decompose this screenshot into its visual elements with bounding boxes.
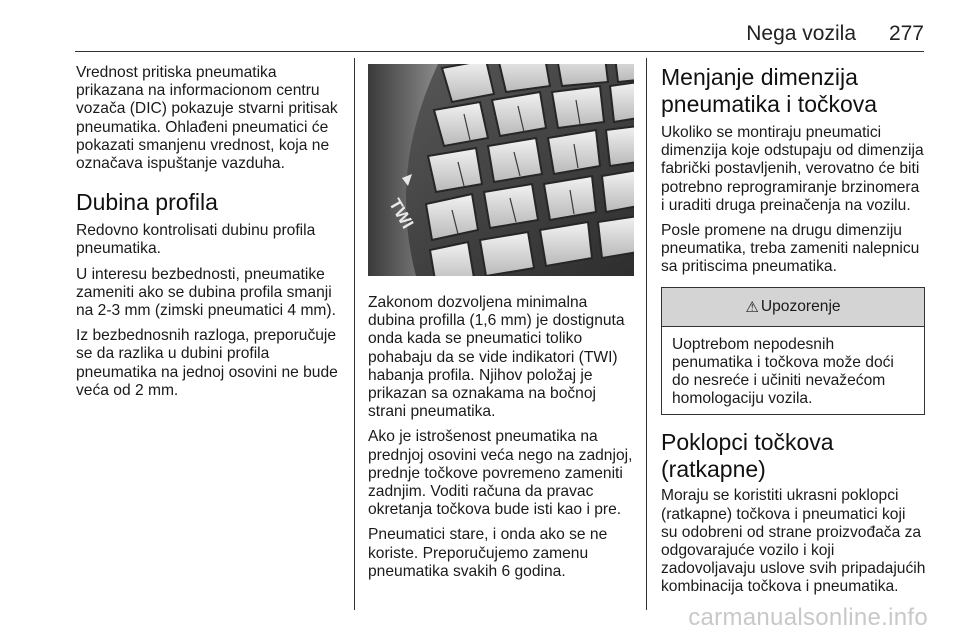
heading-poklopci-tockova: Poklopci točkova (ratkapne) [661,429,834,483]
twi-label: TWI [385,195,418,232]
watermark: carmanualsonline.info [688,604,928,631]
paragraph: Posle promene na drugu dimenziju pneumatika, treba zameniti nalepnicu sa pritiscima pneumatika. [661,222,920,276]
paragraph: Ukoliko se montiraju pneumatici dimenzija koje odstupaju od dimenzija fabrički postavljenih, verovatno će biti potrebno reprogramiranje brzinomera i uraditi druga preinačenja na vozilu. [661,124,924,214]
column-right [661,64,926,604]
warning-header [662,288,924,327]
paragraph: Redovno kontrolisati dubinu profila pneumatika. [76,222,316,258]
intro-paragraph: Vrednost pritiska pneumatika prikazana na informacionom centru vozača (DIC) pokazuje stvarni pritisak pneumatika. Ohlađeni pneumatici će pokazati smanjenu vrednost, koja ne označava ispuštanje vazduha. [76,64,338,173]
section-title: Nega vozila [746,22,856,45]
page-header [0,0,960,54]
paragraph: Ako je istrošenost pneumatika na prednjoj osovini veća nego na zadnjoj, prednje točkove povremeno zameniti zadnjim. Voditi računa da pravac okretanja točkova bude isti kao i pre. [368,428,633,519]
paragraph: Pneumatici stare, i onda ako se ne koriste. Preporučujemo zamenu pneumatika svakih 6 godina. [368,526,608,580]
column-middle [368,64,636,588]
heading-menjanje-dimenzija: Menjanje dimenzija pneumatika i točkova [661,64,878,117]
paragraph: Moraju se koristiti ukrasni poklopci (ratkapne) točkova i pneumatici koji su odobreni od strane proizvođača za odgovarajuće vozilo i koji zadovoljavaju uslove svih pripadajućih kombinacija točkova i pneumatika. [661,487,926,596]
warning-title: Upozorenje [760,297,841,315]
column-left [76,64,346,407]
column-divider-left [354,58,355,610]
header-rule [75,51,924,52]
page-number: 277 [888,22,924,45]
warning-box [661,287,925,416]
warning-icon: ⚠ [745,298,759,316]
column-divider-right [646,58,647,610]
paragraph: U interesu bezbednosti, pneumatike zameniti ako se dubina profila smanji na 2-3 mm (zimski pneumatici 4 mm). [76,265,336,320]
tire-tread-illustration [368,64,634,276]
heading-dubina-profila: Dubina profila [76,189,218,216]
warning-body [662,327,924,415]
paragraph: Zakonom dozvoljena minimalna dubina profilla (1,6 mm) je dostignuta onda kada se pneumatici toliko pohabaju da se vide indikatori (TWI) habanja profila. Njihov položaj je prikazan sa oznakama na bočnoj strani pneumatika. [368,294,625,421]
warning-text: Uoptrebom nepodesnih penumatika i točkova može doći do nesreće i učiniti nevažećom homologaciju vozila. [672,335,894,408]
paragraph: Iz bezbednosnih razloga, preporučuje se da razlika u dubini profila pneumatika na jednoj osovini ne bude veća od 2 mm. [76,327,338,399]
